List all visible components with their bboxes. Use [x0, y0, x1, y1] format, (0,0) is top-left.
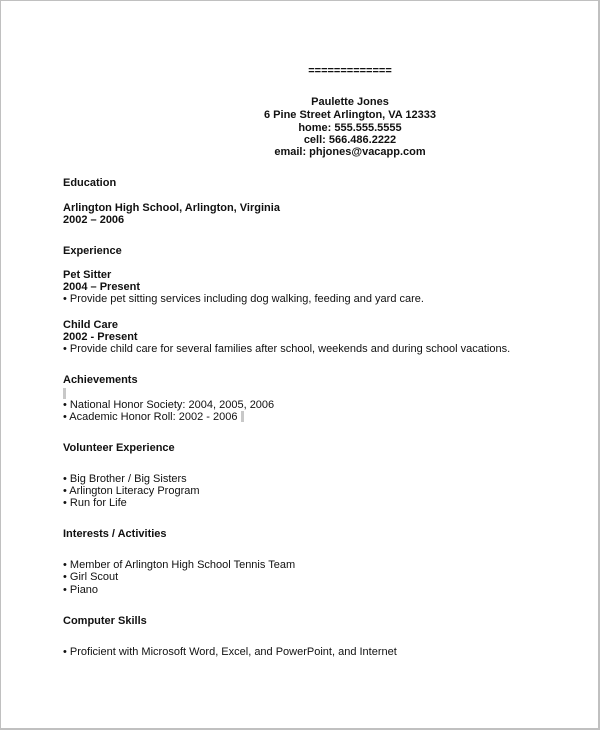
section-heading-volunteer: Volunteer Experience — [63, 442, 175, 454]
list-item: • Piano — [63, 584, 99, 596]
school-years: 2002 – 2006 — [63, 214, 125, 226]
home-phone: home: 555.555.5555 — [298, 122, 402, 134]
list-item — [63, 411, 244, 424]
job-years: 2004 – Present — [63, 281, 141, 293]
job-bullet: • Provide pet sitting services including dog walking, feeding and yard care. — [63, 293, 424, 305]
header-separator: ============= — [308, 65, 392, 77]
list-item-text: • Academic Honor Roll: 2002 - 2006 — [63, 411, 238, 423]
section-heading-computer-skills: Computer Skills — [63, 615, 147, 627]
applicant-name: Paulette Jones — [311, 96, 389, 108]
cell-phone: cell: 566.486.2222 — [303, 134, 397, 146]
list-item: • Girl Scout — [63, 571, 119, 583]
section-heading-experience: Experience — [63, 245, 122, 257]
section-heading-education: Education — [63, 177, 117, 189]
section-heading-interests: Interests / Activities — [63, 528, 167, 540]
email: email: phjones@vacapp.com — [274, 146, 426, 158]
section-heading-achievements: Achievements — [63, 374, 138, 386]
job-bullet: • Provide child care for several families after school, weekends and during school vacations. — [63, 343, 511, 355]
list-item: • Arlington Literacy Program — [63, 485, 200, 497]
list-item: • Big Brother / Big Sisters — [63, 473, 187, 485]
list-item: • National Honor Society: 2004, 2005, 2006 — [63, 399, 275, 411]
list-item: • Run for Life — [63, 497, 127, 509]
selection-mark — [241, 411, 244, 422]
job-title: Pet Sitter — [63, 269, 112, 281]
list-item: • Proficient with Microsoft Word, Excel, and PowerPoint, and Internet — [63, 646, 397, 658]
school-name: Arlington High School, Arlington, Virginia — [63, 202, 280, 214]
list-item: • Member of Arlington High School Tennis Team — [63, 559, 296, 571]
applicant-address: 6 Pine Street Arlington, VA 12333 — [264, 109, 436, 121]
job-title: Child Care — [63, 319, 119, 331]
job-years: 2002 - Present — [63, 331, 138, 343]
